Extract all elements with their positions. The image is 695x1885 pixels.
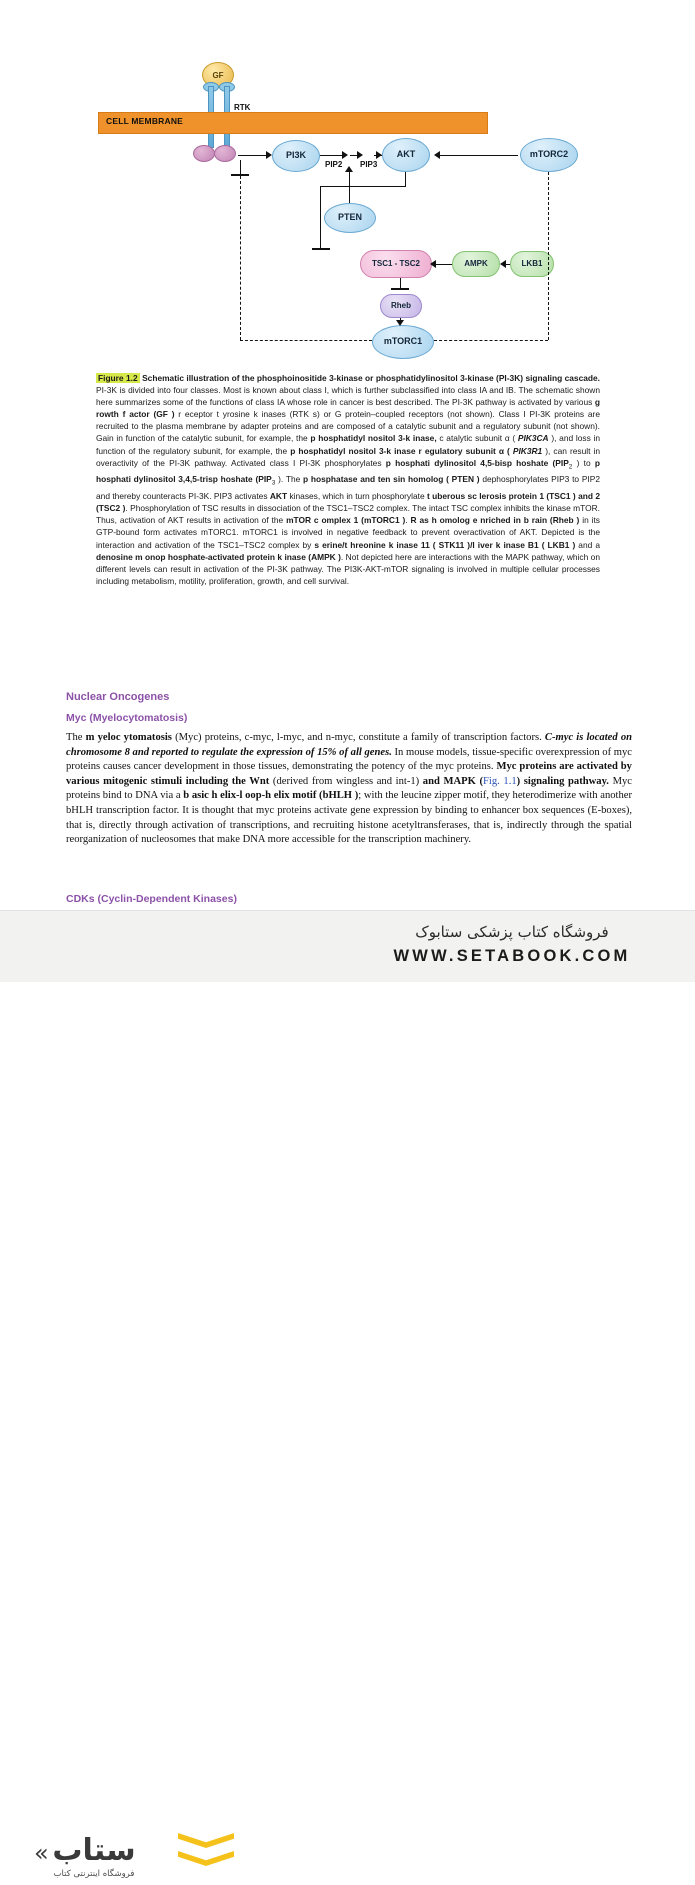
caption-bold-pten: p hosphatase and ten sin homolog ( PTEN ) bbox=[303, 474, 480, 485]
caption-bold-pip2: p hosphati dylinositol 4,5-bisp hoshate (PIP bbox=[385, 457, 569, 468]
caption-bold-pip3: p hosphati dylinositol 3,4,5-trisp hoshate (PIP bbox=[96, 457, 600, 485]
para-text-3: In mouse models, tissue-specific overexpression of myc proteins causes cancer development in those tissues, demonstrating the potency of the myc proteins. bbox=[66, 746, 632, 773]
arrowhead-rtk-pi3k bbox=[266, 151, 272, 159]
node-pten: PTEN bbox=[324, 203, 376, 233]
caption-text-14: . Not depicted here are interactions with the MAPK pathway, which on different levels can result in activation of the PI-3K pathway. The PI3K-AKT-mTOR signaling is involved in multiple cellular processes including metabolism, motility, proliferation, growth, and cell survival. bbox=[96, 551, 600, 586]
feedback-dashed-vertical bbox=[240, 176, 241, 340]
edge-pten-to-pip bbox=[349, 172, 350, 203]
node-ampk: AMPK bbox=[452, 251, 500, 277]
edge-akt-down bbox=[405, 172, 406, 186]
caption-text-6: ) to bbox=[572, 457, 595, 468]
arrowhead-pip2-pip3 bbox=[357, 151, 363, 159]
caption-text-4: ), and loss in function of the regulatory subunit, for example, the bbox=[96, 433, 600, 456]
para-bolditalic-cmyc: C-myc is located on chromosome 8 and reported to regulate the expression of 15% of all genes. bbox=[66, 732, 633, 758]
para-bold-mapk: and MAPK ( bbox=[422, 775, 483, 787]
caption-sub-2a: 2 bbox=[568, 463, 573, 471]
para-text-4: (derived from wingless and int-1) bbox=[269, 775, 423, 787]
chevron-logo-icon bbox=[178, 1829, 236, 1885]
feedback-stub-receptor bbox=[240, 160, 241, 174]
caption-text-3: c atalytic subunit α ( bbox=[436, 433, 518, 444]
node-mtorc2: mTORC2 bbox=[520, 138, 578, 172]
caption-text-8: dephosphorylates PIP3 to PIP2 and thereby counteracts PI-3K. PIP3 activates bbox=[96, 474, 600, 502]
caption-bold-rheb: R as h omolog e nriched in b rain (Rheb ) bbox=[410, 515, 580, 526]
caption-text-1: PI-3K is divided into four classes. Most is known about class I, which is further subclassified into class IA and IB. The schematic shown here summarizes some of the functions of class IA whose role in cancer is best described. The PI-3K pathway is activated by various bbox=[96, 385, 600, 408]
figure-diagram bbox=[0, 0, 695, 370]
heading-cdks: CDKs (Cyclin-Dependent Kinases) bbox=[66, 893, 237, 905]
arrowhead-mtorc2-akt bbox=[434, 151, 440, 159]
caption-text-9: kinases, which in turn phosphorylate bbox=[287, 491, 427, 502]
edge-akt-tsc-stub bbox=[320, 244, 321, 250]
edge-akt-to-tsc-h bbox=[320, 186, 406, 187]
para-bold-mapk-2: ) signaling pathway. bbox=[516, 775, 609, 787]
heading-myc: Myc (Myelocytomatosis) bbox=[66, 712, 188, 724]
para-bold-bhlh: b asic h elix-l oop-h elix motif (bHLH ) bbox=[183, 790, 359, 802]
caption-gene-pik3ca: PIK3CA bbox=[517, 433, 549, 444]
figure-caption-title: Schematic illustration of the phosphoinositide 3-kinase or phosphatidylinositol 3-kinase (PI-3K) signaling cascade. bbox=[142, 373, 601, 383]
caption-sub-3a: 3 bbox=[271, 480, 276, 488]
mtorc2-dashed-horizontal bbox=[434, 340, 548, 341]
pip3-label: PIP3 bbox=[360, 160, 378, 169]
paragraph-myc bbox=[66, 731, 632, 848]
rtk-label: RTK bbox=[234, 103, 251, 112]
caption-text-7: ). The bbox=[275, 474, 304, 485]
cross-reference-fig-1-1[interactable]: Fig. 1.1 bbox=[483, 775, 517, 787]
footer-website-url[interactable]: WWW.SETABOOK.COM bbox=[393, 947, 631, 965]
arrowhead-pip3-akt bbox=[376, 151, 382, 159]
caption-bold-p110: p hosphatidyl nositol 3-k inase, bbox=[310, 433, 437, 444]
node-mtorc1: mTORC1 bbox=[372, 325, 434, 359]
receptor-intracellular-right bbox=[214, 145, 236, 162]
para-text-2: (Myc) proteins, c-myc, l-myc, and n-myc, constitute a family of transcription factors. bbox=[171, 732, 545, 743]
footer-banner bbox=[0, 910, 695, 1879]
chevron-shape-bottom bbox=[178, 1851, 234, 1866]
caption-text-2: r eceptor t yrosine k inases (RTK s) or G protein–coupled receptors (not shown). Class I PI-3K proteins are recruited to the plasma membrane by adapter proteins and are composed of a catalytic subunit and a regulatory subunit (not shown). Gain in function of the catalytic subunit, for example, the bbox=[96, 409, 600, 444]
arrowhead-rheb-mtorc1 bbox=[396, 320, 404, 326]
inhibition-bar-tsc-rheb bbox=[391, 288, 409, 290]
figure-caption bbox=[96, 372, 600, 587]
edge-akt-to-tsc-v bbox=[320, 186, 321, 248]
para-text-6: ; with the leucine zipper motif, they heterodimerize with another bHLH transcription factor. It is thought that myc proteins activate gene expression by binding to enhancer box sequences (E-boxes), that is, directly through activation of transcriptions, and recruiting histone acetyltransferases, that is, indirectly through the spatial reorganization of nucleosomes that make DNA more accessible for the transcription machinery. bbox=[66, 790, 633, 846]
edge-pi3k-to-pip2 bbox=[320, 155, 342, 156]
footer-text-block bbox=[347, 923, 677, 966]
edge-ampk-to-tsc bbox=[434, 264, 452, 265]
pip2-label: PIP2 bbox=[325, 160, 343, 169]
receptor-intracellular-left bbox=[193, 145, 215, 162]
caption-bold-akt: AKT bbox=[269, 491, 288, 502]
arrowhead-pten-pip bbox=[345, 166, 353, 172]
caption-bold-tsc: t uberous sc lerosis protein 1 (TSC1 ) and 2 (TSC2 ) bbox=[96, 491, 600, 514]
node-pi3k: PI3K bbox=[272, 140, 320, 172]
caption-text-13: and a bbox=[575, 539, 600, 550]
heading-nuclear-oncogenes: Nuclear Oncogenes bbox=[66, 691, 170, 703]
edge-mtorc2-to-akt bbox=[440, 155, 518, 156]
caption-bold-stk11: s erine/t hreonine k inase 11 ( STK11 )/l iver k inase B1 ( LKB1 ) bbox=[314, 539, 576, 550]
node-tsc1-tsc2: TSC1 - TSC2 bbox=[360, 250, 432, 278]
figure-number: Figure 1.2 bbox=[98, 373, 138, 383]
caption-text-11: . bbox=[405, 515, 411, 526]
node-akt: AKT bbox=[382, 138, 430, 172]
double-chevron-left-icon: « bbox=[34, 1839, 49, 1867]
setabook-logo-wordmark bbox=[28, 1831, 160, 1885]
caption-bold-mtorc1: mTOR c omplex 1 (mTORC1 ) bbox=[286, 515, 406, 526]
caption-bold-p85: p hosphatidyl nositol 3-k inase r egulatory subunit α ( bbox=[290, 445, 513, 456]
para-bold-mycproteins: Myc proteins are activated by various mitogenic stimuli including the Wnt bbox=[66, 761, 632, 787]
feedback-dashed-horizontal bbox=[240, 340, 372, 341]
arrowhead-lkb1-ampk bbox=[500, 260, 506, 268]
chevron-shape-top bbox=[178, 1833, 234, 1848]
caption-text-5: ), can result in overactivity of the PI-3K pathway. Activated class I PI-3K phosphorylates bbox=[96, 445, 600, 468]
caption-bold-gf: g rowth f actor (GF ) bbox=[96, 397, 600, 420]
mtorc2-dashed-vertical bbox=[548, 172, 549, 340]
para-text-1: The bbox=[66, 732, 86, 743]
arrowhead-ampk-tsc bbox=[430, 260, 436, 268]
edge-tsc-to-rheb bbox=[400, 278, 401, 288]
edge-rtk-to-pi3k bbox=[238, 155, 266, 156]
caption-gene-pik3r1: PIK3R1 bbox=[512, 445, 543, 456]
para-bold-myc: m yeloc ytomatosis bbox=[85, 732, 172, 743]
growth-factor-ligand: GF bbox=[202, 62, 234, 88]
cell-membrane-label: CELL MEMBRANE bbox=[106, 116, 184, 126]
node-lkb1: LKB1 bbox=[510, 251, 554, 277]
footer-persian-title: فروشگاه کتاب پزشکی ستابوک bbox=[415, 923, 609, 941]
arrowhead-pi3k-pip2 bbox=[342, 151, 348, 159]
node-rheb: Rheb bbox=[380, 294, 422, 318]
caption-bold-ampk: denosine m onop hosphate-activated protein k inase (AMPK ) bbox=[96, 551, 341, 562]
logo-word-text: ستاب bbox=[52, 1833, 136, 1868]
para-text-5: Myc proteins bind to DNA via a bbox=[66, 775, 632, 802]
caption-text-12: in its GTP-bound form activates mTORC1. mTORC1 is involved in negative feedback to prevent overactivation of AKT. Depicted is the interaction and activation of the TSC1–TSC2 complex by bbox=[96, 515, 600, 550]
caption-text-10: . Phosphorylation of TSC results in dissociation of the TSC1–TSC2 complex. The intact TSC complex inhibits the kinase mTOR. Thus, activation of AKT results in activation of the bbox=[96, 503, 601, 526]
logo-subtitle-text: فروشگاه اینترنتی کتاب bbox=[53, 1869, 135, 1879]
